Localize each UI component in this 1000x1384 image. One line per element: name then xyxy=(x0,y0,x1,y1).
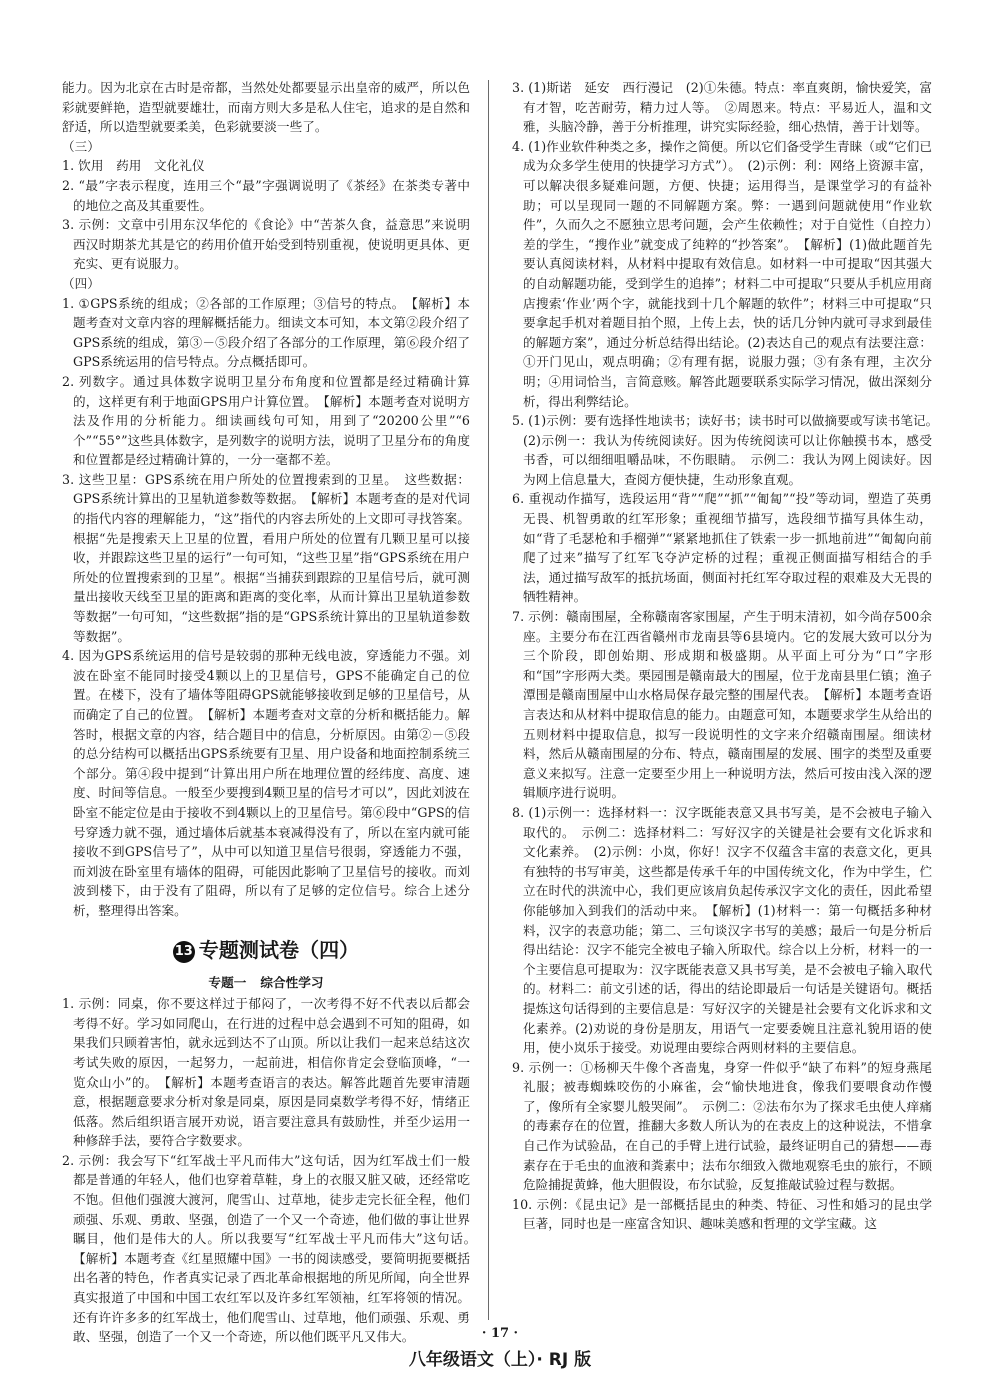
topic-subheading xyxy=(62,973,470,993)
answer-3-2: 2. “最”字表示程度，连用三个“最”字强调说明了《茶经》在茶类专著中的地位之高及其重要性。 xyxy=(62,177,470,213)
section-heading-4: （四） xyxy=(62,275,100,291)
test-answer-4: 4. (1)作业软件种类之多，操作之简便。所以它们备受学生青睐（或“它们已成为众多学生使用的快捷学习方式”）。 (2)示例：利：网络上资源丰富，可以解决很多疑难问题，方便、快捷；运用得当，是课堂学习的有益补助；可以呈现同一题的不同解题方案。弊：一遇到问题就使用“作业软件”，久而久之不愿独立思考问题，会产生依赖性；对于自觉性（自控力）差的学生，“搜作业”就变成了纯粹的“抄答案”。 【解析】(1)做此题首先要认真阅读材料，从材料中提取有效信息。如材料一中可提取“因其强大的自动解题功能，受到学生的追捧”；材料二中可提取“只要从手机应用商店搜索‘作业’两个字，就能找到十几个解题的软件”；材料三中可提取“只要拿起手机对着题目拍个照，上传上去，快的话几分钟内就可寻求到最佳的解题方案”，通过分析总结得出结论。(2)表达自己的观点有法要注意：①开门见山，观点明确；②有理有据，说服力强；③有条有理，主次分明；④用词恰当，言简意赅。解答此题要联系实际学习情况，做出深刻分析，得出利弊结论。 xyxy=(512,138,932,409)
paragraph-continuation: 能力。因为北京在古时是帝都，当然处处都要显示出皇帝的威严，所以色彩就要鲜艳，造型就要雄壮，而南方则大多是私人住宅，追求的是自然和舒适，所以造型就要柔美，色彩就要淡一些了。 xyxy=(62,80,470,135)
section-heading-3: （三） xyxy=(62,138,100,154)
answer-3-1: 1. 饮用 药用 文化礼仪 xyxy=(62,158,205,174)
test-answer-10: 10. 示例：《昆虫记》是一部概括昆虫的种类、特征、习性和婚习的昆虫学巨著，同时也是一座富含知识、趣味美感和哲理的文学宝藏。这 xyxy=(512,1196,932,1232)
book-title-footer: 八年级语文（上）· RJ 版 xyxy=(408,1350,592,1370)
test-answer-9: 9. 示例一：①杨柳天牛像个吝啬鬼，身穿一件似乎“缺了布料”的短身燕尾礼服；被毒蜘蛛咬伤的小麻雀，会“愉快地进食，像我们要喂食动作慢了，像所有全家婴儿般哭闹”。 示例二：②法布尔为了探求毛虫使人痒痛的毒素存在的位置，推翻大多数人所认为的在表皮上的这种说法，不惜拿自己作为试验品，在自己的手臂上进行试验，最终证明自己的猜想——毒素存在于毛虫的血液和粪素中；法布尔细致入微地观察毛虫的旅行，不顾危险捕捉黄蜂，他大胆假设，布尔试验，反复推敲试验过程与数据。 xyxy=(512,1059,932,1193)
answer-4-2: 2. 列数字。通过具体数字说明卫星分布角度和位置都是经过精确计算的，这样更有利于地面GPS用户计算位置。 【解析】本题考查对说明方法及作用的分析能力。细读画线句可知，用到了“20200公里”“6个”“55°”这些具体数字，是列数字的说明方法，说明了卫星分布的角度和位置都是经过精确计算的，一分一毫都不差。 xyxy=(62,373,470,468)
topic-title: 综合性学习 xyxy=(260,974,324,990)
test-answer-5: 5. (1)示例：要有选择性地读书；读好书；读书时可以做摘要或写读书笔记。 (2)示例一：我认为传统阅读好。因为传统阅读可以让你触摸书本，感受书香，可以细细咀嚼品味，不伤眼睛。 示例二：我认为网上阅读好。因为网上信息量大，查阅方便快捷，生动形象直观。 xyxy=(512,413,945,487)
number-badge: 13 xyxy=(173,941,195,963)
right-column xyxy=(512,78,945,1234)
test-banner xyxy=(62,937,470,963)
page-number: · 17 · xyxy=(481,1326,519,1341)
answer-4-4: 4. 因为GPS系统运用的信号是较弱的那种无线电波，穿透能力不强。刘波在卧室不能同时接受4颗以上的卫星信号，GPS不能确定自己的位置。在楼下，没有了墙体等阻碍GPS就能够接收到足够的卫星信号，从而确定了自己的位置。 【解析】本题考查对文章的分析和概括能力。解答时，根据文章的内容，结合题目中的信息，分析原因。由第②－⑤段的总分结构可以概括出GPS系统要有卫星、用户设备和地面控制系统三个部分。第④段中提到“计算出用户所在地理位置的经纬度、高度、速度、时间等信息。一般至少要搜到4颗卫星的信号才可以”，因此刘波在卧室不能定位是由于接收不到4颗以上的卫星信号。第⑥段中“GPS的信号穿透力就不强，通过墙体后就基本衰减得没有了，所以在室内就可能接收不到GPS信号了”，从中可以知道卫星信号很弱，穿透能力不强，而刘波在卧室里有墙体的阻碍，可能因此影响了卫星信号的接收。而刘波到楼下，由于没有了阻碍，所以有了足够的定位信号。综合上述分析，整理得出答案。 xyxy=(62,648,470,918)
test-answer-7: 7. 示例：赣南围屋，全称赣南客家围屋，产生于明末清初，如今尚存500余座。主要分布在江西省赣州市龙南县等6县境内。它的发展大致可以分为三个阶段，即创始期、形成期和极盛期。从平面上可分为“口”字形和“国”字形两大类。栗园围是赣南最大的围屋，位于龙南县里仁镇；渔子潭围是赣南围屋中山水格局保存最完整的围屋代表。 【解析】本题考查语言表达和从材料中提取信息的能力。由题意可知，本题要求学生从给出的五则材料中提取信息，拟写一段说明性的文字来介绍赣南围屋。细读材料，然后从赣南围屋的分布、特点，赣南围屋的发展、围字的类型及重要意义来拟写。注意一定要至少用上一种说明方法，然后可按由浅入深的逻辑顺序进行说明。 xyxy=(512,609,932,801)
test-answer-1: 1. 示例：同桌，你不要这样过于郁闷了，一次考得不好不代表以后都会考得不好。学习如同爬山，在行进的过程中总会遇到不可知的阻碍，如果我们只顾着害怕，就永远到达不了山顶。所以让我们一起来总结这次考试失败的原因，一起努力，一起前进，相信你肯定会登临顶峰，“一览众山小”的。 【解析】本题考查语言的表达。解答此题首先要审清题意，根据题意要求分析对象是同桌，原因是同桌数学考得不好，情绪正低落。然后组织语言展开劝说，语言要注意具有鼓励性，并至少运用一种修辞手法，要符合字数要求。 xyxy=(62,996,470,1149)
answer-3-3: 3. 示例：文章中引用东汉华佗的《食论》中“苦茶久食，益意思”来说明西汉时期茶尤其是它的药用价值开始受到特别重视，使说明更具体、更充实、更有说服力。 xyxy=(62,217,470,272)
column-divider xyxy=(488,80,489,1320)
left-column xyxy=(62,78,483,1347)
answer-4-3: 3. 这些卫星：GPS系统在用户所处的位置搜索到的卫星。 这些数据：GPS系统计算出的卫星轨道参数等数据。 【解析】本题考查的是对代词的指代内容的理解能力，“这”指代的内容去所处的上文即可寻找答案。根据“先是搜索天上卫星的位置，看用户所处的位置有几颗卫星可以接收，并跟踪这些卫星的运行”一句可知，“这些卫星”指“GPS系统在用户所处的位置搜索到的卫星”。根据“当捕获到跟踪的卫星信号后，就可测量出接收天线至卫星的距离和距离的变化率，从而计算出卫星轨道参数等数据”一句可知，“这些数据”指的是“GPS系统计算出的卫星轨道参数等数据”。 xyxy=(62,471,470,644)
banner-title: 专题测试卷（四） xyxy=(198,937,360,962)
test-answer-8: 8. (1)示例一：选择材料一：汉字既能表意又具书写美，是不会被电子输入取代的。 示例二：选择材料二：写好汉字的关键是社会要有文化诉求和文化素养。 (2)示例：小岚，你好！汉字不仅蕴含丰富的表意文化，更具有独特的书写审美，这些都是传承千年的中国传统文化，作为中学生，伫立在时代的洪流中心，我们更应该肩负起传承汉字文化的责任，因此希望你能够加入到我们的活动中来。 【解析】(1)材料一：第一句概括多种材料，汉字的表意功能；第二、三句谈汉字书写的美感；最后一句是分析后得出结论：汉字不能完全被电子输入所取代。综合以上分析，材料一的一个主要信息可提取为：汉字既能表意又具书写美，是不会被电子输入取代的。材料二：前文引述的话，得出的结论即最后一句话是关键语句。概括提炼这句话得到的主要信息是：写好汉字的关键是社会要有文化诉求和文化素养。(2)劝说的身份是朋友，用语气一定要委婉且注意礼貌用语的使用，使小岚乐于接受。劝说理由要综合两则材料的主要信息。 xyxy=(512,804,932,1056)
test-answer-6: 6. 重视动作描写，选段运用“背”“爬”“抓”“匍匐”“投”等动词，塑造了英勇无畏、机智勇敢的红军形象；重视细节描写，选段细节描写具体生动，如“背了毛瑟枪和手榴弹”“紧紧地抓住了铁索一步一抓地前进”“匍匐向前爬了过来”描写了红军飞夺泸定桥的过程；重视正侧面描写相结合的手法，通过描写敌军的抵抗场面，侧面衬托红军夺取过程的艰难及大无畏的牺牲精神。 xyxy=(512,491,932,605)
topic-number: 专题一 xyxy=(208,974,247,990)
answer-4-1: 1. ①GPS系统的组成；②各部的工作原理；③信号的特点。 【解析】本题考查对文章内容的理解概括能力。细读文本可知，本文第②段介绍了GPS系统的组成，第③－⑤段介绍了各部分的工作原理，第⑥段介绍了GPS系统运用的信号特点。分点概括即可。 xyxy=(62,295,470,370)
test-answer-3: 3. (1)斯诺 延安 西行漫记 (2)①朱德。特点：率直爽朗，愉快爱笑，富有才智，吃苦耐劳，精力过人等。 ②周恩来。特点：平易近人，温和文雅，头脑冷静，善于分析推理，讲究实际经验，细心热情，善于计划等。 xyxy=(512,80,932,135)
test-answer-2: 2. 示例：我会写下“红军战士平凡而伟大”这句话，因为红军战士们一般都是普通的年轻人，他们也穿着草鞋，身上的衣服又脏又破，还经常吃不饱。但他们强渡大渡河，爬雪山、过草地，徒步走完长征全程，他们顽强、乐观、勇敢、坚强，创造了一个又一个奇迹，他们做的事让世界瞩目，他们是伟大的人。所以我要写“红军战士平凡而伟大”这句话。 【解析】本题考查《红星照耀中国》一书的阅读感受，要简明扼要概括出名著的特色，作者真实记录了西北革命根据地的所见所闻，向全世界真实报道了中国和中国工农红军以及许多红军领袖，红军将领的情况。还有许许多多的红军战士，他们爬雪山、过草地，他们顽强、乐观、勇敢、坚强，创造了一个又一个奇迹，所以他们既平凡又伟大。 xyxy=(62,1152,483,1345)
